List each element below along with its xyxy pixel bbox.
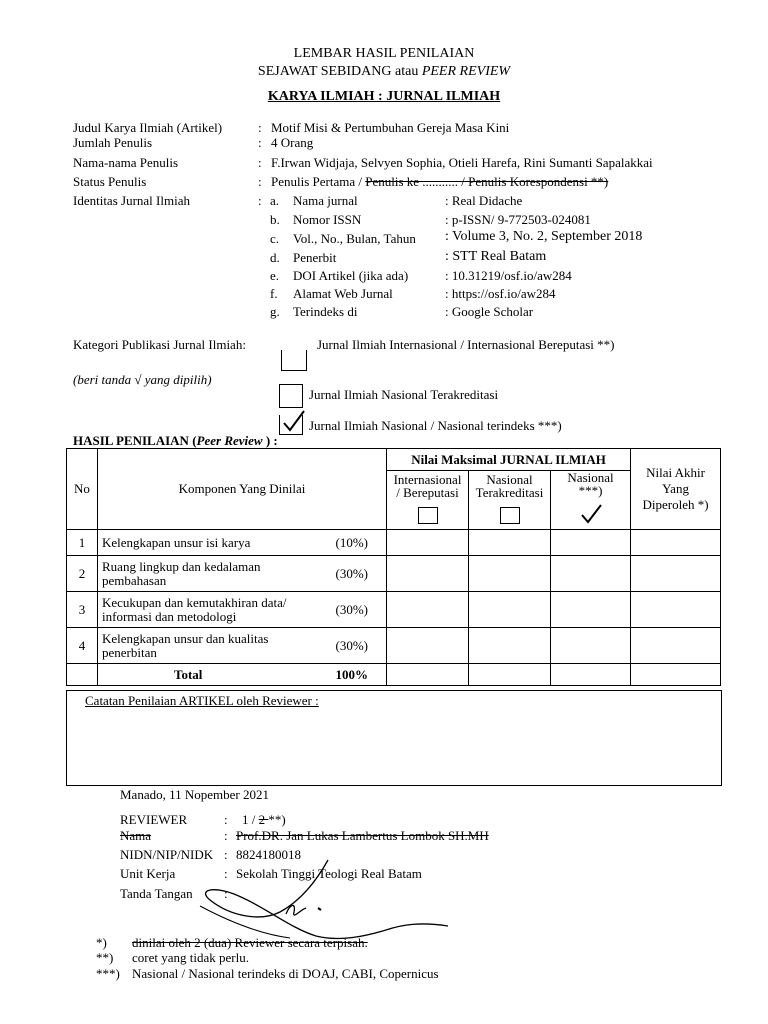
info-label-judul: Judul Karya Ilmiah (Artikel) xyxy=(73,120,223,135)
identitas-value: : Real Didache xyxy=(445,193,523,208)
score-cell[interactable] xyxy=(631,664,721,686)
check-icon xyxy=(280,409,306,433)
row-no: 1 xyxy=(67,530,98,556)
kategori-label: Kategori Publikasi Jurnal Ilmiah: xyxy=(73,337,246,352)
identitas-key: DOI Artikel (jika ada) xyxy=(293,268,409,283)
score-cell[interactable] xyxy=(387,664,469,686)
row-komponen: Kelengkapan unsur isi karya (10%) xyxy=(98,530,387,556)
check-icon xyxy=(578,503,604,525)
score-cell[interactable] xyxy=(469,628,551,664)
col-header-nasional-akreditasi: Nasional Terakreditasi xyxy=(469,471,551,530)
score-cell[interactable] xyxy=(551,664,631,686)
table-row xyxy=(67,556,721,592)
score-cell[interactable] xyxy=(551,530,631,556)
identitas-key: Nomor ISSN xyxy=(293,212,362,227)
col-checkbox-nasional-akreditasi[interactable] xyxy=(500,507,520,524)
info-label-nama: Nama-nama Penulis xyxy=(73,155,179,170)
kategori-checkbox-internasional[interactable] xyxy=(281,350,307,371)
kategori-option-terakreditasi: Jurnal Ilmiah Nasional Terakreditasi xyxy=(309,387,499,402)
identitas-letter: a. xyxy=(270,193,280,208)
kategori-option-nasional: Jurnal Ilmiah Nasional / Nasional terindeks ***) xyxy=(309,418,562,433)
col-header-internasional: Internasional / Bereputasi xyxy=(387,471,469,530)
col-header-nasional-indeks: Nasional ***) xyxy=(551,471,631,530)
info-colon: : xyxy=(258,155,262,170)
score-cell[interactable] xyxy=(631,628,721,664)
hasil-heading: HASIL PENILAIAN (Peer Review ) : xyxy=(73,433,278,448)
row-no: 3 xyxy=(67,592,98,628)
identitas-value: : https://osf.io/aw284 xyxy=(445,286,556,301)
info-colon: : xyxy=(258,135,262,150)
kategori-checkbox-terakreditasi[interactable] xyxy=(279,384,303,408)
reviewer-name: Prof.DR. Jan Lukas Lambertus Lombok SH.MH xyxy=(236,828,489,843)
kategori-checkbox-nasional[interactable] xyxy=(279,415,303,435)
reviewer-nidn-label: NIDN/NIP/NIDK xyxy=(120,847,214,862)
identitas-key: Nama jurnal xyxy=(293,193,358,208)
reviewer-notes-box[interactable] xyxy=(66,690,722,786)
score-cell[interactable] xyxy=(387,592,469,628)
reviewer-unit-label: Unit Kerja xyxy=(120,866,176,881)
row-no: 4 xyxy=(67,628,98,664)
score-cell[interactable] xyxy=(631,530,721,556)
identitas-value: : Volume 3, No. 2, September 2018 xyxy=(445,229,643,244)
place-date: Manado, 11 Nopember 2021 xyxy=(120,787,269,802)
reviewer-name-label: Nama xyxy=(120,828,152,843)
table-row xyxy=(67,530,721,556)
footnote-text: coret yang tidak perlu. xyxy=(132,950,249,965)
info-label-identitas: Identitas Jurnal Ilmiah xyxy=(73,193,190,208)
score-cell[interactable] xyxy=(551,556,631,592)
identitas-letter: d. xyxy=(270,250,280,265)
doc-subtitle: SEJAWAT SEBIDANG atau PEER REVIEW xyxy=(257,64,511,79)
footnote-mark: **) xyxy=(96,950,114,965)
doc-type: KARYA ILMIAH : JURNAL ILMIAH xyxy=(267,89,501,104)
row-komponen: Ruang lingkup dan kedalaman pembahasan (30%) xyxy=(98,556,387,592)
score-cell[interactable] xyxy=(387,530,469,556)
identitas-letter: e. xyxy=(270,268,280,283)
col-header-akhir: Nilai Akhir Yang Diperoleh *) xyxy=(631,449,721,530)
reviewer-number: 1 / 2 **) xyxy=(242,812,286,827)
kategori-option-internasional: Jurnal Ilmiah Internasional / Internasional Bereputasi **) xyxy=(317,337,615,352)
info-value-status: Penulis Pertama / Penulis ke ........... / Penulis Korespondensi **) xyxy=(271,174,609,189)
info-colon: : xyxy=(258,174,262,189)
reviewer-signature-label: Tanda Tangan xyxy=(120,886,193,901)
identitas-letter: f. xyxy=(270,286,278,301)
footnote-text: dinilai oleh 2 (dua) Reviewer secara terpisah. xyxy=(132,935,368,950)
footnote-mark: *) xyxy=(96,935,107,950)
score-cell[interactable] xyxy=(631,592,721,628)
total-cell: Total 100% xyxy=(98,664,387,686)
info-label-status: Status Penulis xyxy=(73,174,147,189)
col-header-group: Nilai Maksimal JURNAL ILMIAH xyxy=(387,449,631,471)
score-cell[interactable] xyxy=(551,592,631,628)
identitas-value: : STT Real Batam xyxy=(445,249,547,264)
identitas-key: Terindeks di xyxy=(293,304,358,319)
info-value-judul: Motif Misi & Pertumbuhan Gereja Masa Kini xyxy=(271,120,510,135)
reviewer-colon: : xyxy=(224,847,228,862)
score-cell[interactable] xyxy=(387,556,469,592)
score-cell[interactable] xyxy=(551,628,631,664)
identitas-value: : Google Scholar xyxy=(445,304,534,319)
info-value-jumlah: 4 Orang xyxy=(271,135,314,150)
identitas-key: Alamat Web Jurnal xyxy=(293,286,393,301)
identitas-letter: g. xyxy=(270,304,280,319)
kategori-hint: (beri tanda √ yang dipilih) xyxy=(73,372,212,387)
score-cell[interactable] xyxy=(469,530,551,556)
identitas-letter: b. xyxy=(270,212,280,227)
reviewer-colon: : xyxy=(224,812,228,827)
identitas-key: Vol., No., Bulan, Tahun xyxy=(293,231,416,246)
identitas-letter: c. xyxy=(270,231,280,246)
score-cell[interactable] xyxy=(469,664,551,686)
row-komponen: Kelengkapan unsur dan kualitas penerbitan (30%) xyxy=(98,628,387,664)
doc-title: LEMBAR HASIL PENILAIAN xyxy=(293,46,475,61)
footnote-text: Nasional / Nasional terindeks di DOAJ, CABI, Copernicus xyxy=(132,966,439,981)
table-row xyxy=(67,592,721,628)
reviewer-unit: Sekolah Tinggi Teologi Real Batam xyxy=(236,866,422,881)
row-komponen: Kecukupan dan kemutakhiran data/ informasi dan metodologi (30%) xyxy=(98,592,387,628)
reviewer-nidn: 8824180018 xyxy=(236,847,301,862)
score-cell[interactable] xyxy=(469,592,551,628)
assessment-table xyxy=(66,448,721,686)
col-header-komponen: Komponen Yang Dinilai xyxy=(98,449,387,530)
footnote-mark: ***) xyxy=(96,966,120,981)
col-header-no: No xyxy=(67,449,98,530)
score-cell[interactable] xyxy=(469,556,551,592)
score-cell[interactable] xyxy=(387,628,469,664)
reviewer-colon: : xyxy=(224,828,228,843)
table-total-row xyxy=(67,664,721,686)
info-colon: : xyxy=(258,120,262,135)
col-checkbox-internasional[interactable] xyxy=(418,507,438,524)
reviewer-colon: : xyxy=(224,866,228,881)
identitas-value: : 10.31219/osf.io/aw284 xyxy=(445,268,572,283)
signature-image xyxy=(190,838,460,948)
info-value-nama: F.Irwan Widjaja, Selvyen Sophia, Otieli Harefa, Rini Sumanti Sapalakkai xyxy=(271,155,653,170)
identitas-key: Penerbit xyxy=(293,250,337,265)
reviewer-label: REVIEWER xyxy=(120,812,188,827)
notes-label: Catatan Penilaian ARTIKEL oleh Reviewer : xyxy=(85,693,319,708)
identitas-value: : p-ISSN/ 9-772503-024081 xyxy=(445,212,591,227)
info-colon: : xyxy=(258,193,262,208)
table-row xyxy=(67,628,721,664)
row-no: 2 xyxy=(67,556,98,592)
reviewer-colon: : xyxy=(224,886,228,901)
score-cell[interactable] xyxy=(631,556,721,592)
info-label-jumlah: Jumlah Penulis xyxy=(73,135,153,150)
